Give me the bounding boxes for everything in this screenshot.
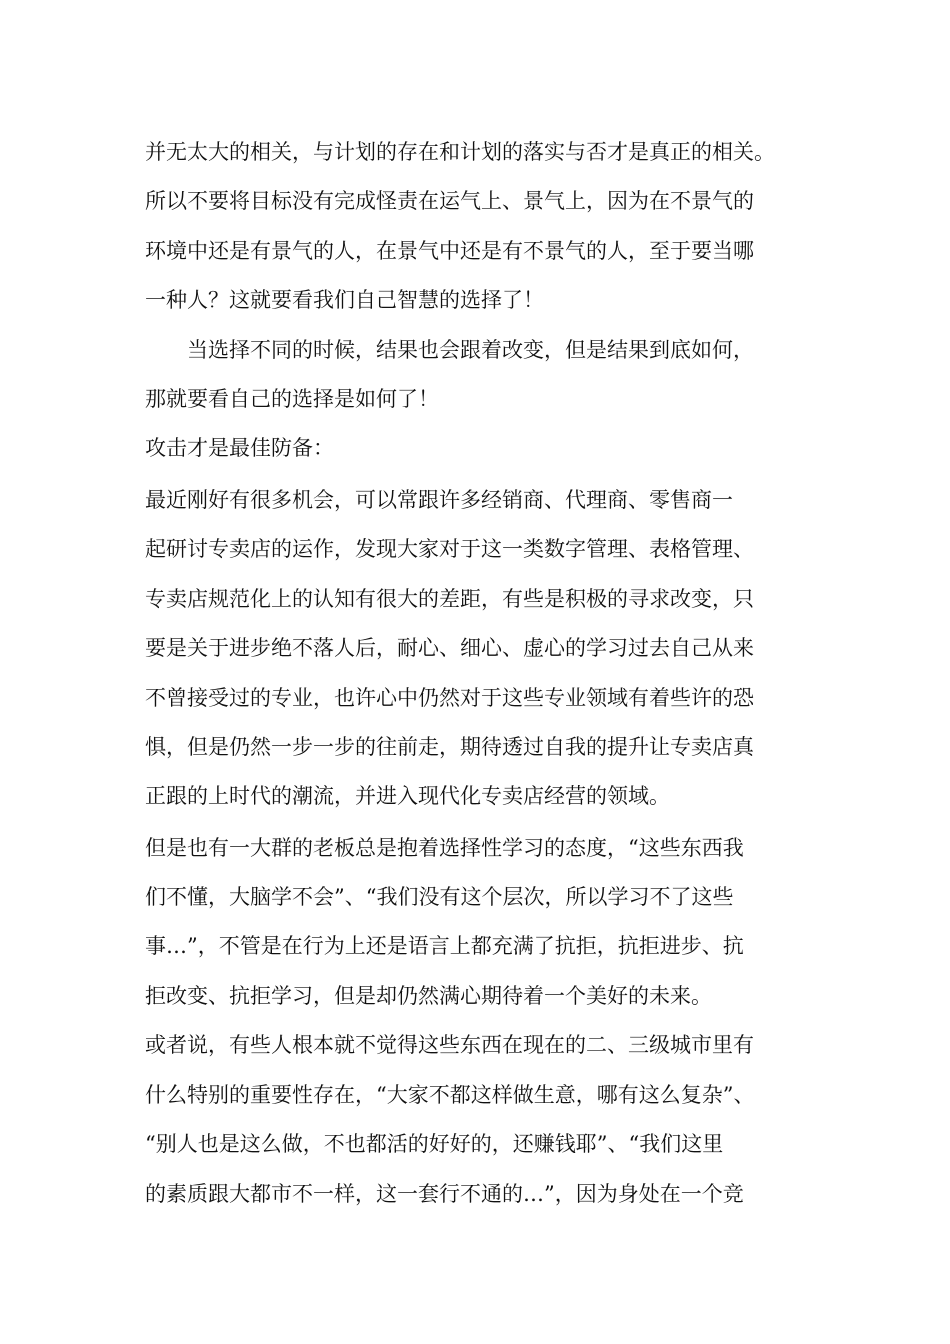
- text-line: 一种人？这就要看我们自己智慧的选择了！: [145, 288, 544, 312]
- text-line: 要是关于进步绝不落人后，耐心、细心、虚心的学习过去自己从来: [145, 636, 754, 660]
- section-heading: 攻击才是最佳防备：: [145, 436, 334, 460]
- text-line: 的素质跟大都市不一样，这一套行不通的…”，因为身处在一个竞: [145, 1182, 744, 1206]
- text-line: 最近刚好有很多机会，可以常跟许多经销商、代理商、零售商一: [145, 488, 733, 512]
- text-line: 不曾接受过的专业，也许心中仍然对于这些专业领域有着些许的恐: [145, 686, 754, 710]
- text-line: 并无太大的相关，与计划的存在和计划的落实与否才是真正的相关。: [145, 140, 775, 164]
- text-line: 所以不要将目标没有完成怪责在运气上、景气上，因为在不景气的: [145, 189, 754, 213]
- text-line: 正跟的上时代的潮流，并进入现代化专卖店经营的领域。: [145, 784, 670, 808]
- text-line: 们不懂，大脑学不会”、“我们没有这个层次，所以学习不了这些: [145, 885, 734, 909]
- text-line: 环境中还是有景气的人，在景气中还是有不景气的人，至于要当哪: [145, 239, 754, 263]
- text-line: 事…”，不管是在行为上还是语言上都充满了抗拒，抗拒进步、抗: [145, 934, 744, 958]
- text-line: 拒改变、抗拒学习，但是却仍然满心期待着一个美好的未来。: [145, 984, 712, 1008]
- text-line: 惧，但是仍然一步一步的往前走，期待透过自我的提升让专卖店真: [145, 735, 754, 759]
- text-line: 专卖店规范化上的认知有很大的差距，有些是积极的寻求改变，只: [145, 587, 754, 611]
- text-line: 或者说，有些人根本就不觉得这些东西在现在的二、三级城市里有: [145, 1033, 754, 1057]
- text-line: 但是也有一大群的老板总是抱着选择性学习的态度，“这些东西我: [145, 836, 744, 860]
- text-line: “别人也是这么做，不也都活的好好的，还赚钱耶”、“我们这里: [145, 1132, 724, 1156]
- text-line: 起研讨专卖店的运作，发现大家对于这一类数字管理、表格管理、: [145, 537, 754, 561]
- text-line: 什么特别的重要性存在，“大家不都这样做生意，哪有这么复杂”、: [145, 1083, 755, 1107]
- text-line: 那就要看自己的选择是如何了！: [145, 387, 439, 411]
- text-line: 当选择不同的时候，结果也会跟着改变，但是结果到底如何，: [145, 338, 754, 362]
